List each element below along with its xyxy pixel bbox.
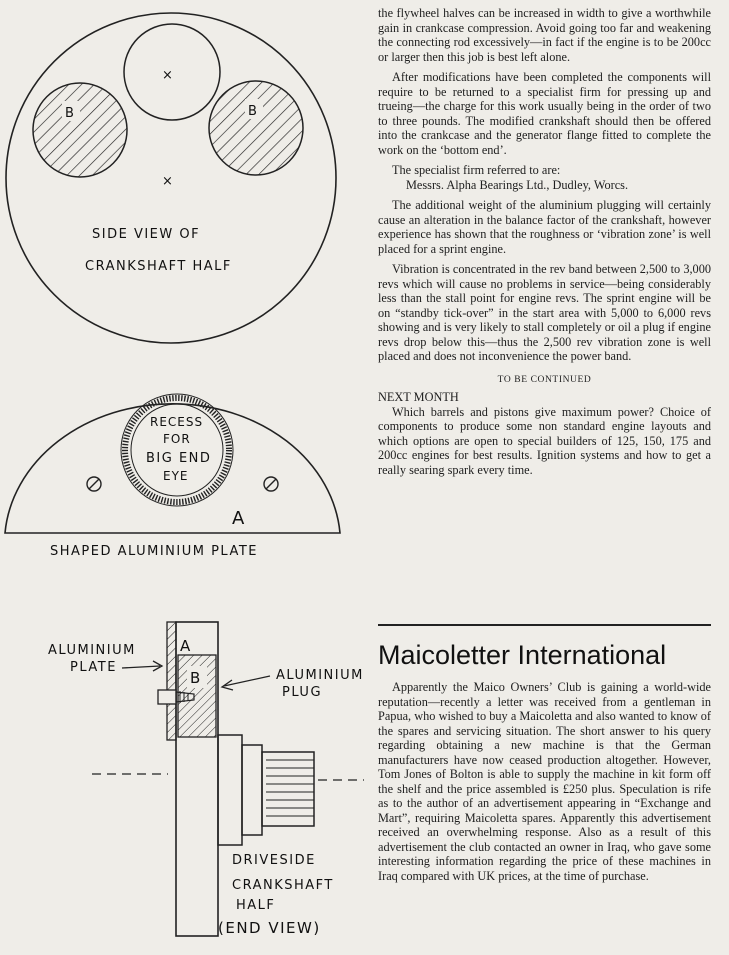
recess-label-4: EYE xyxy=(163,469,189,483)
side-view-drawing xyxy=(6,13,336,343)
recess-label-3: BIG END xyxy=(146,451,212,466)
end-view-plug-label-1: ALUMINIUM xyxy=(276,668,364,683)
end-view-plug-label-2: PLUG xyxy=(282,685,323,700)
end-view-caption-1: DRIVESIDE xyxy=(232,853,316,868)
article-paragraph: The specialist firm referred to are: xyxy=(392,163,561,177)
article-column xyxy=(378,6,711,477)
end-view-plate-label-1: ALUMINIUM xyxy=(48,643,136,658)
plate-arrow xyxy=(122,666,160,668)
end-view-label-a: A xyxy=(180,637,192,655)
next-month-heading: NEXT MONTH xyxy=(378,390,459,404)
end-view-caption-2: CRANKSHAFT xyxy=(232,878,334,893)
specialist-address: Messrs. Alpha Bearings Ltd., Dudley, Worcs. xyxy=(406,177,629,192)
plug-hole-left xyxy=(33,83,127,177)
side-view-caption-2: CRANKSHAFT HALF xyxy=(85,259,232,274)
end-view-caption-3: HALF xyxy=(236,898,276,913)
end-view-plate-label-2: PLATE xyxy=(70,660,117,675)
splined-shaft xyxy=(262,752,314,826)
plug-hole-right xyxy=(209,81,303,175)
recess-label-1: RECESS xyxy=(150,415,204,429)
recess-ring xyxy=(125,398,229,502)
plate-drawing xyxy=(5,394,340,559)
maicoletter-body: Apparently the Maico Owners’ Club is gaining a world-wide reputation—recently a letter was received from a gentleman in Papua, who wished to buy a Maicoletta and also wanted to know of the spares and servicing situation. The short answer to his query regarding obtaining a new machine is that the German manufacturers have now ceased production altogether. However, Tom Jones of Bolton is able to supply the machine in kit form off the shelf and the price assembled is £250 plus. Speculation is rife as to the author of an advertisement appearing in “Exchange and Mart”, requiring Maicoletta spares. Apparently this advertisement received an overwhelming response. Also as a result of this advertisement the club contacted an owner in Iraq, who gave some interesting information regarding the price of these machines in Iraq compared with UK prices, at the time of purchase. xyxy=(378,680,711,883)
plate-caption: SHAPED ALUMINIUM PLATE xyxy=(50,544,259,559)
article-paragraph: Vibration is concentrated in the rev band between 2,500 to 3,000 revs which will cause no problems in service—being considerably less than the stall point for engine revs. The sprint engine will be on “standby tick-over” in the start area with 5,000 to 6,000 revs showing and is very likely to stall completely or oil a plug if engine revs drop below this—thus the 2,500 rev vibration zone is well placed and does not inconvenience the power band. xyxy=(378,262,711,363)
end-view-drawing xyxy=(48,622,364,937)
recess-label-2: FOR xyxy=(163,432,191,446)
screw-hole-left xyxy=(87,477,101,491)
mark-crankpin-centre: × xyxy=(162,68,175,83)
end-view-label-b: B xyxy=(190,669,202,687)
screw-hole-right xyxy=(264,477,278,491)
article-paragraph: After modifications have been completed the components will require to be returned to a specialist firm for pressing up and trueing—the charge for this work usually being in the order of two to three pounds. The modified crankshaft should then be offered into the crankcase and the generator flange fitted to complete the work on the ‘bottom end’. xyxy=(378,70,711,157)
section-divider xyxy=(378,624,711,626)
end-view-caption-4: (END VIEW) xyxy=(218,919,321,937)
side-view-caption-1: SIDE VIEW OF xyxy=(92,227,201,242)
label-b-left: B xyxy=(65,106,76,121)
shaft-boss xyxy=(218,735,242,845)
to-be-continued: TO BE CONTINUED xyxy=(497,374,592,385)
label-b-right: B xyxy=(248,104,259,119)
mark-shaft-centre: × xyxy=(162,174,175,189)
plate-label-a: A xyxy=(232,508,246,529)
section-title: Maicoletter International xyxy=(378,640,667,670)
next-month-text: Which barrels and pistons give maximum power? Choice of components to produce some non standard engine layouts and which options are open to special builders of 125, 150, 175 and 200cc engines for best results. Ignition systems and how to get a really searing spark every time. xyxy=(378,404,711,477)
maicoletter-column xyxy=(378,680,711,883)
article-paragraph: the flywheel halves can be increased in width to give a worthwhile gain in crankcase compression. Avoid going too far and weakening the connecting rod excessively—in fact if the engine is to be 200cc or larger then this job is best left alone. xyxy=(378,6,711,64)
aluminium-plate-section xyxy=(167,622,176,740)
shaft-step xyxy=(242,745,262,835)
article-paragraph: The additional weight of the aluminium plugging will certainly cause an alteration in the balance factor of the crankshaft, however experience has shown that the roughness or ‘vibration zone’ is well placed for a sprint engine. xyxy=(378,198,711,256)
